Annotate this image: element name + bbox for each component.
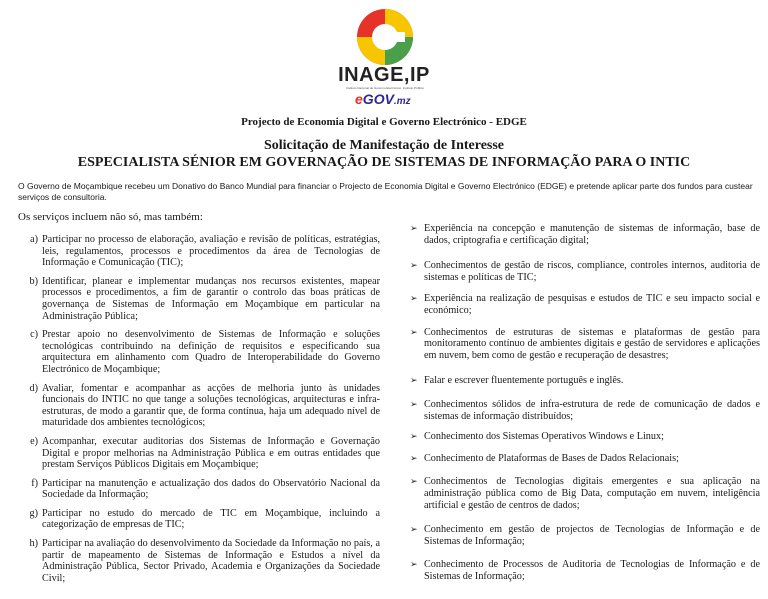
list-item-text: Participar na manutenção e actualização dos dados do Observatório Nacional da Sociedade da Informação; bbox=[42, 477, 380, 501]
intro-paragraph: O Governo de Moçambique recebeu um Donativo do Banco Mundial para financiar o Projecto de Economia Digital e Governo Electrónico (EDGE) e pretende aplicar parte dos fundos para custear serviços de consultoria. bbox=[18, 181, 753, 202]
list-item bbox=[410, 375, 760, 387]
list-item bbox=[410, 399, 760, 422]
list-item-text: Conhecimento em gestão de projectos de Tecnologias de Informação e de Sistemas de Informação; bbox=[424, 524, 760, 547]
list-item-label: e) bbox=[30, 435, 38, 447]
list-item-text: Conhecimentos de gestão de riscos, compliance, controles internos, auditoria de sistemas e políticas de TIC; bbox=[424, 260, 760, 283]
list-item-text: Conhecimentos de Tecnologias digitais emergentes e sua aplicação na administração pública como de Big Data, computação em nuvem, inteligência artificial e gestão de centros de dados; bbox=[424, 476, 760, 511]
list-item-text: Participar no processo de elaboração, avaliação e revisão de políticas, estratégias, leis, regulamentos, processos e procedimentos da área de Tecnologias de Informação e Comunicação (TIC); bbox=[42, 234, 380, 269]
list-item-text: Conhecimento de Plataformas de Bases de Dados Relacionais; bbox=[424, 452, 679, 464]
list-item-text: Participar na avaliação do desenvolvimento da Sociedade da Informação no país, a partir de mapeamento de Sistemas de Informação e Estudos a nível da Administração Pública, Sector Privado, Academia e Organizações da Sociedade Civil; bbox=[42, 538, 380, 584]
arrow-bullet-icon: ➢ bbox=[410, 476, 418, 487]
arrow-bullet-icon: ➢ bbox=[410, 260, 418, 271]
services-list bbox=[18, 234, 380, 591]
logo-subtitle: Instituto Nacional de Governo Electrónico, Instituto Público bbox=[345, 86, 425, 90]
list-item-text: Falar e escrever fluentemente português e inglês. bbox=[424, 375, 624, 387]
list-item-text: Conhecimentos de estruturas de sistemas e plataformas de gestão para monitoramento contínuo de ambientes digitais e gestão de servidores e aplicações em nuvem, bem como de gestão e recuperação de desastres; bbox=[424, 326, 760, 361]
arrow-bullet-icon: ➢ bbox=[410, 326, 418, 337]
list-item bbox=[410, 293, 760, 316]
list-item bbox=[410, 559, 760, 582]
list-item-label: d) bbox=[29, 382, 38, 394]
list-item-text: Experiência na realização de pesquisas e estudos de TIC e seu impacto social e económico; bbox=[424, 293, 760, 316]
list-item-text: Participar no estudo do mercado de TIC em Moçambique, incluindo a categorização de empresas de TIC; bbox=[42, 507, 380, 531]
list-item bbox=[18, 508, 380, 531]
list-item-text: Conhecimentos sólidos de infra-estrutura de rede de comunicação de dados e sistemas de informação distribuídos; bbox=[424, 398, 760, 422]
services-heading: Os serviços incluem não só, mas também: bbox=[18, 211, 203, 223]
list-item bbox=[18, 478, 380, 501]
list-item bbox=[18, 234, 380, 269]
arrow-bullet-icon: ➢ bbox=[410, 524, 418, 535]
position-title: ESPECIALISTA SÉNIOR EM GOVERNAÇÃO DE SISTEMAS DE INFORMAÇÃO PARA O INTIC bbox=[77, 155, 691, 170]
list-item bbox=[18, 383, 380, 429]
requirements-list bbox=[410, 223, 760, 592]
list-item-label: g) bbox=[29, 507, 38, 519]
arrow-bullet-icon: ➢ bbox=[410, 293, 418, 304]
list-item-label: f) bbox=[31, 477, 38, 489]
egov-logo: eGOV.mz bbox=[355, 91, 411, 107]
inage-emblem-icon bbox=[330, 6, 440, 68]
list-item-text: Prestar apoio no desenvolvimento de Sistemas de Informação e soluções tecnológicas contribuindo na definição de requisitos e especificando sua arquitectura em alinhamento com Quadro de Interoperabilidade do Governo Electrónico de Moçambique; bbox=[42, 329, 380, 375]
list-item bbox=[18, 538, 380, 584]
document-title: Solicitação de Manifestação de Interesse bbox=[263, 138, 505, 153]
list-item bbox=[410, 524, 760, 547]
list-item-label: c) bbox=[30, 329, 38, 341]
list-item-text: Conhecimento dos Sistemas Operativos Windows e Linux; bbox=[424, 431, 664, 443]
arrow-bullet-icon: ➢ bbox=[410, 398, 418, 409]
arrow-bullet-icon: ➢ bbox=[410, 559, 418, 570]
list-item bbox=[18, 329, 380, 375]
list-item bbox=[410, 431, 760, 443]
list-item bbox=[410, 260, 760, 283]
list-item-text: Experiência na concepção e manutenção de sistemas de informação, base de dados, criptografia e certificação digital; bbox=[424, 223, 760, 246]
list-item bbox=[410, 223, 760, 246]
list-item bbox=[18, 436, 380, 471]
list-item-text: Acompanhar, executar auditorias dos Sistemas de Informação e Governação Digital e propor melhorias na Administração Pública e em outras entidades que prestam Serviços Públicos Digitais em Moçambique; bbox=[42, 435, 380, 471]
list-item bbox=[18, 276, 380, 322]
project-name: Projecto de Economia Digital e Governo Electrónico - EDGE bbox=[241, 116, 527, 128]
list-item bbox=[410, 327, 760, 362]
arrow-bullet-icon: ➢ bbox=[410, 375, 418, 386]
list-item-label: b) bbox=[29, 275, 38, 287]
list-item bbox=[410, 453, 760, 465]
arrow-bullet-icon: ➢ bbox=[410, 452, 418, 463]
list-item-label: h) bbox=[29, 538, 38, 550]
arrow-bullet-icon: ➢ bbox=[410, 431, 418, 442]
list-item-text: Conhecimento de Processos de Auditoria de Tecnologias de Informação e de Sistemas de Informação; bbox=[424, 559, 760, 582]
list-item-text: Avaliar, fomentar e acompanhar as acções de melhoria junto às unidades funcionais do INTIC no que tange a soluções tecnológicas, arquitecturas e infra-estruturas, de modo a garantir que, de forma contínua, haja um adequado nível de maturidade dos ambientes tecnológicos; bbox=[42, 382, 380, 429]
list-item-label: a) bbox=[30, 234, 38, 245]
list-item-text: Identificar, planear e implementar mudanças nos recursos existentes, mapear processos e procedimentos, a fim de garantir o controlo das boas práticas de governança de Sistemas de Informação em Moçambique em particular na Administração Pública; bbox=[42, 275, 380, 322]
list-item bbox=[410, 476, 760, 511]
arrow-bullet-icon: ➢ bbox=[410, 223, 418, 233]
logo-title: INAGE,IP bbox=[338, 64, 430, 86]
